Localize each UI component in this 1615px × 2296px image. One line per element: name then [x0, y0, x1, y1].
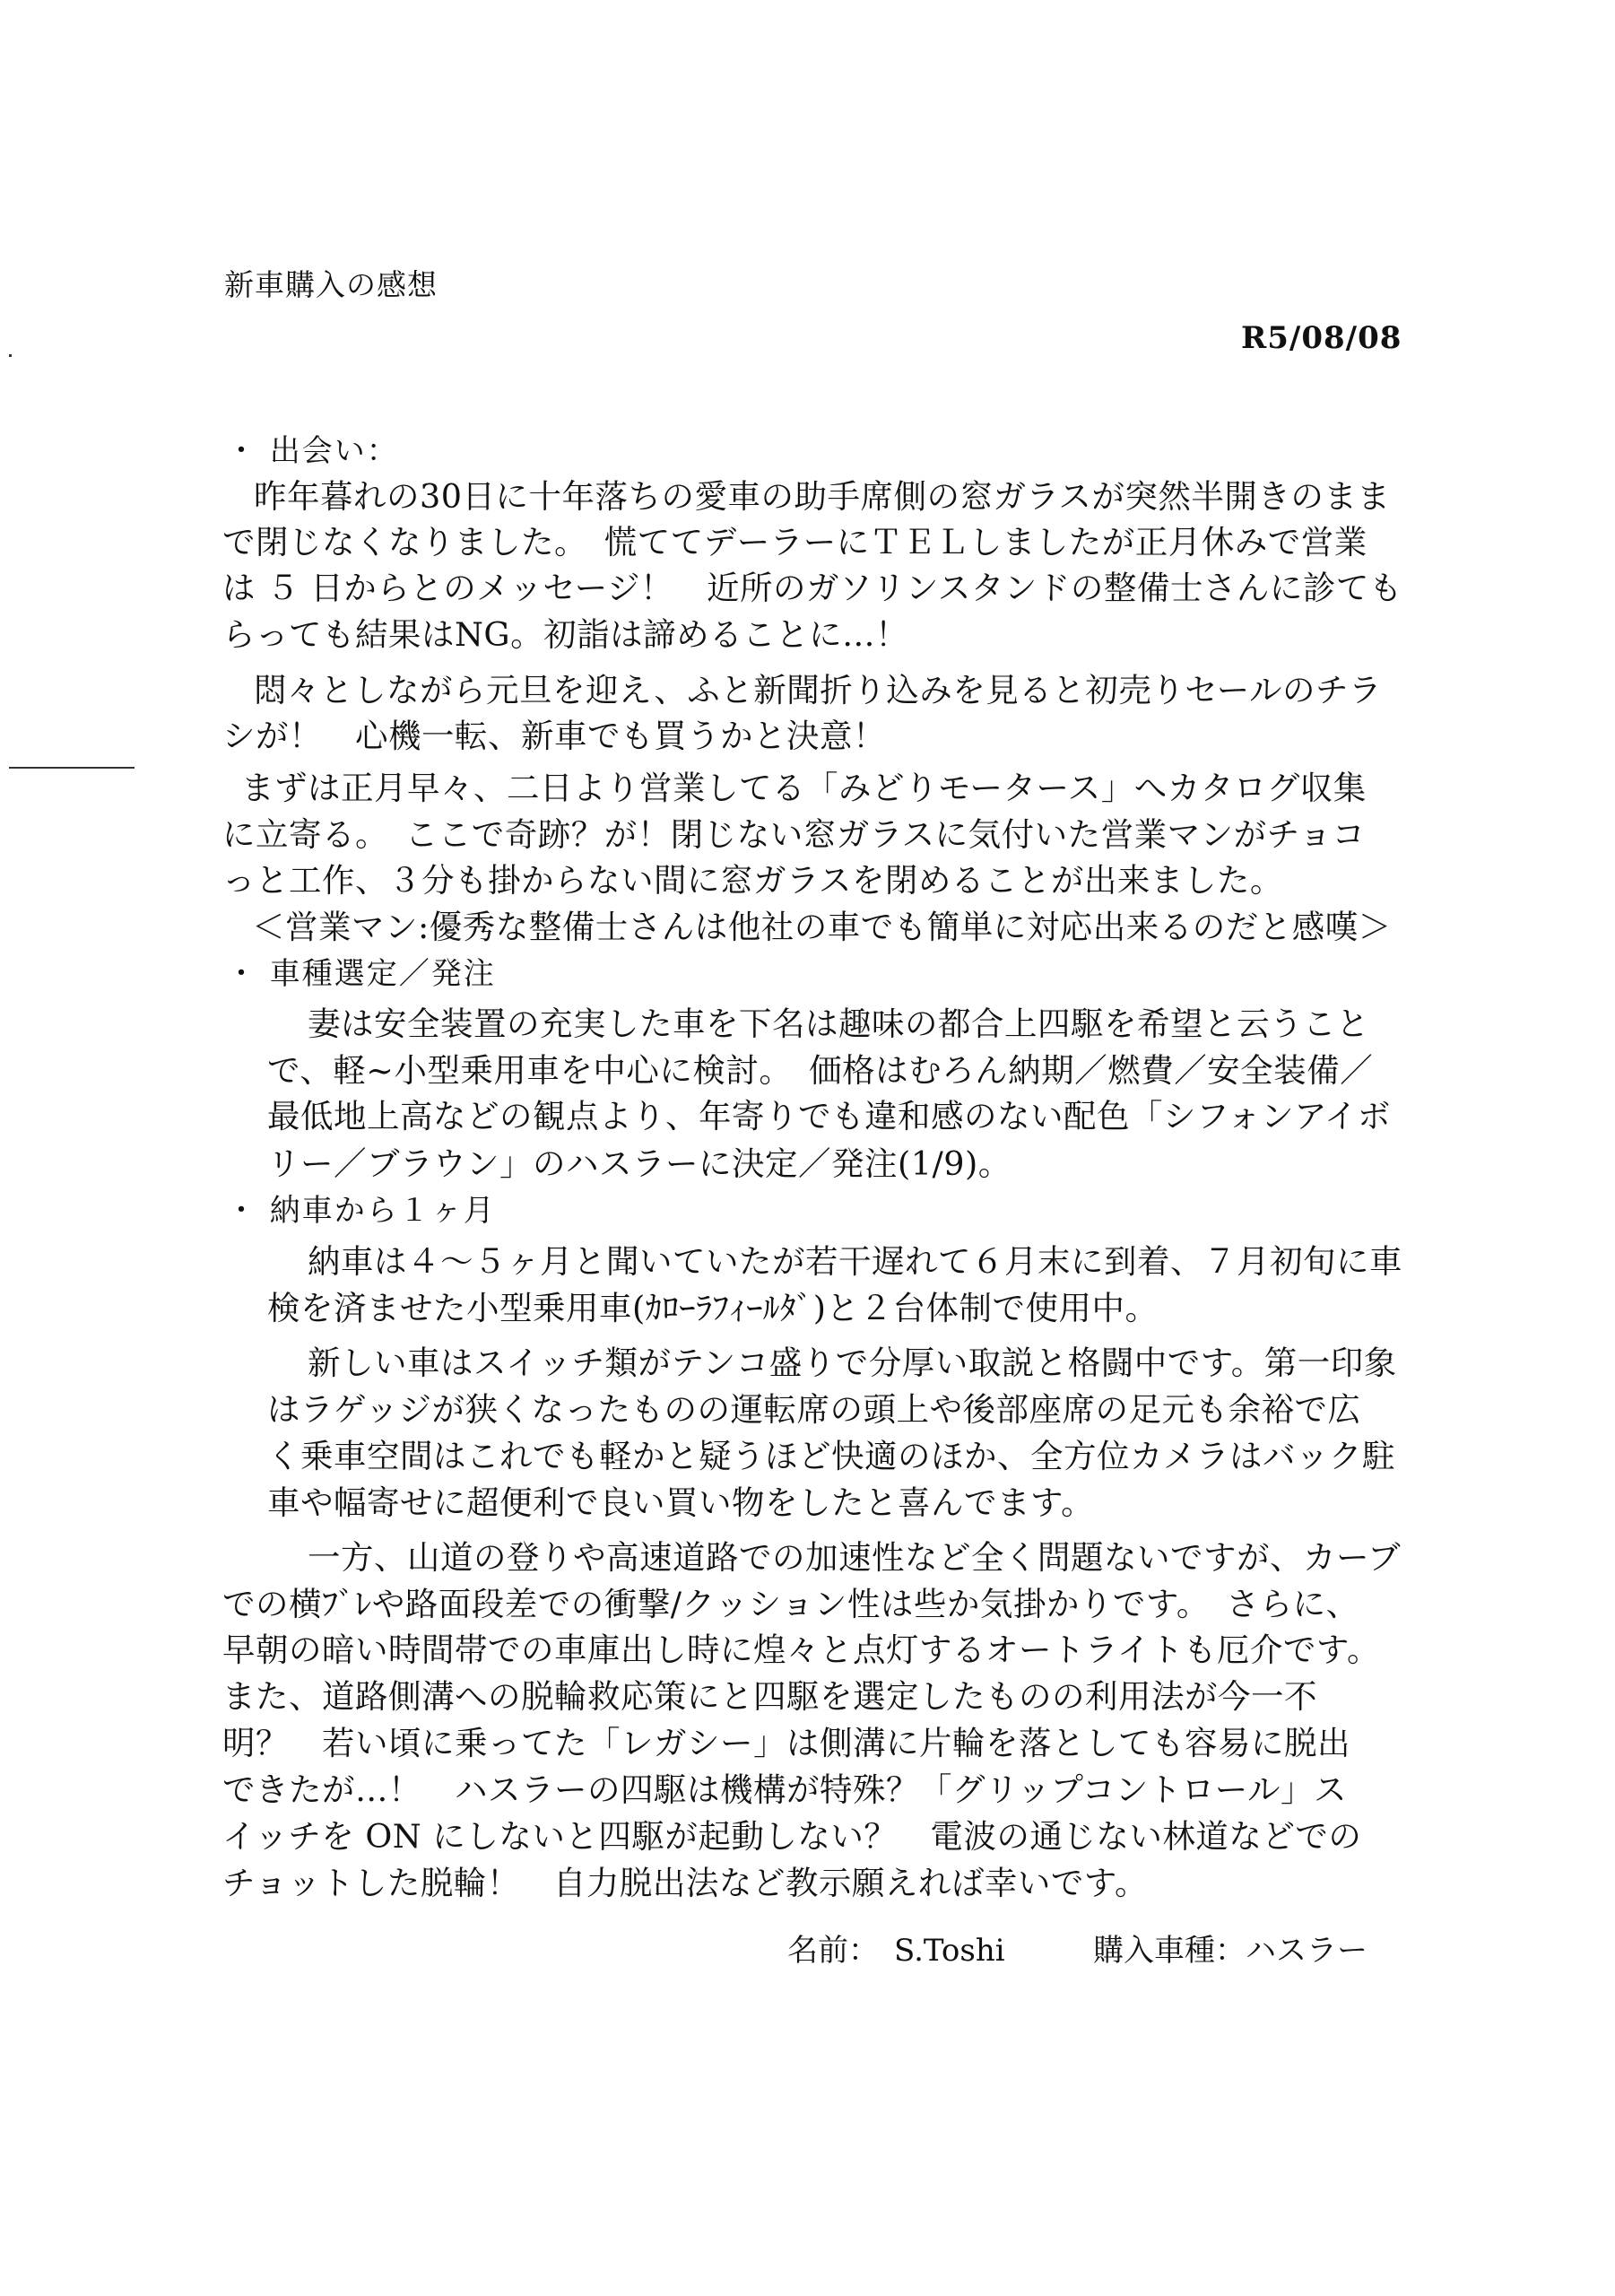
- body-line: 悶々としながら元旦を迎え、ふと新聞折り込みを見ると初売りセールのチラ: [254, 671, 1382, 709]
- section-heading-selection: ・ 車種選定／発注: [226, 956, 496, 992]
- body-line: できたが…！ ハスラーの四駆は機構が特殊？「グリップコントロール」ス: [222, 1770, 1347, 1809]
- section-heading-delivery: ・ 納車から１ヶ月: [226, 1193, 496, 1229]
- body-line: ＜営業マン:優秀な整備士さんは他社の車でも簡単に対応出来るのだと感嘆＞: [252, 908, 1392, 946]
- body-line: また、道路側溝への脱輪救応策にと四駆を選定したものの利用法が今一不: [222, 1677, 1317, 1716]
- purchased-model: 購入車種：ハスラー: [1093, 1933, 1368, 1969]
- body-line: 検を済ませた小型乗用車(ｶﾛｰﾗﾌｨｰﾙﾀﾞ)と２台体制で使用中。: [267, 1289, 1159, 1327]
- body-line: チョットした脱輪！ 自力脱出法など教示願えれば幸いです。: [222, 1864, 1148, 1902]
- body-line: まずは正月早々、二日より営業してる「みどりモータース」へカタログ収集: [241, 769, 1367, 807]
- scan-streak: [9, 767, 135, 769]
- body-line: く乗車空間はこれでも軽かと疑うほど快適のほか、全方位カメラはバック駐: [267, 1437, 1395, 1475]
- body-line: は ５ 日からとのメッセージ！ 近所のガソリンスタンドの整備士さんに診ても: [222, 569, 1402, 607]
- body-line: に立寄る。 ここで奇跡？が！閉じない窓ガラスに気付いた営業マンがチョコ: [222, 815, 1366, 854]
- body-line: 早朝の暗い時間帯での車庫出し時に煌々と点灯するオートライトも厄介です。: [222, 1631, 1380, 1669]
- body-line: 車や幅寄せに超便利で良い買い物をしたと喜んでます。: [267, 1483, 1095, 1522]
- document-title: 新車購入の感想: [224, 267, 438, 302]
- body-line: シが！ 心機一転、新車でも買うかと決意！: [222, 717, 886, 755]
- section-heading-meeting: ・ 出会い：: [226, 433, 399, 469]
- body-line: 納車は４～５ヶ月と聞いていたが若干遅れて６月末に到着、７月初旬に車: [308, 1242, 1402, 1281]
- body-line: 妻は安全装置の充実した車を下名は趣味の都合上四駆を希望と云うこと: [308, 1004, 1369, 1043]
- body-line: 新しい車はスイッチ類がテンコ盛りで分厚い取説と格闘中です。第一印象: [308, 1344, 1397, 1382]
- body-line: らっても結果はNG。初詣は諦めることに…！: [222, 615, 909, 654]
- body-line: 明？ 若い頃に乗ってた「レガシー」は側溝に片輪を落としても容易に脱出: [222, 1724, 1350, 1762]
- body-line: リー／ブラウン」のハスラーに決定／発注(1/9)。: [267, 1144, 1012, 1183]
- body-line: 最低地上高などの観点より、年寄りでも違和感のない配色「シフォンアイボ: [267, 1097, 1391, 1135]
- author-name: 名前： S.Toshi: [787, 1933, 1005, 1969]
- document-date: R5/08/08: [1241, 320, 1402, 356]
- body-line: イッチを ON にしないと四駆が起動しない？ 電波の通じない林道などでの: [222, 1817, 1362, 1856]
- body-line: での横ﾌﾞﾚや路面段差での衝撃/クッション性は些か気掛かりです。 さらに、: [222, 1585, 1359, 1623]
- body-line: 昨年暮れの30日に十年落ちの愛車の助手席側の窓ガラスが突然半開きのまま: [254, 477, 1391, 516]
- body-line: はラゲッジが狭くなったものの運転席の頭上や後部座席の足元も余裕で広: [267, 1390, 1361, 1429]
- scan-speck: [9, 354, 12, 357]
- body-line: で閉じなくなりました。 慌ててデーラーにＴＥＬしましたが正月休みで営業: [222, 523, 1368, 561]
- body-line: っと工作、３分も掛からない間に窓ガラスを閉めることが出来ました。: [222, 861, 1283, 900]
- body-line: で、軽~小型乗用車を中心に検討。 価格はむろん納期／燃費／安全装備／: [267, 1051, 1374, 1090]
- body-line: 一方、山道の登りや高速道路での加速性など全く問題ないですが、カーブ: [308, 1538, 1402, 1577]
